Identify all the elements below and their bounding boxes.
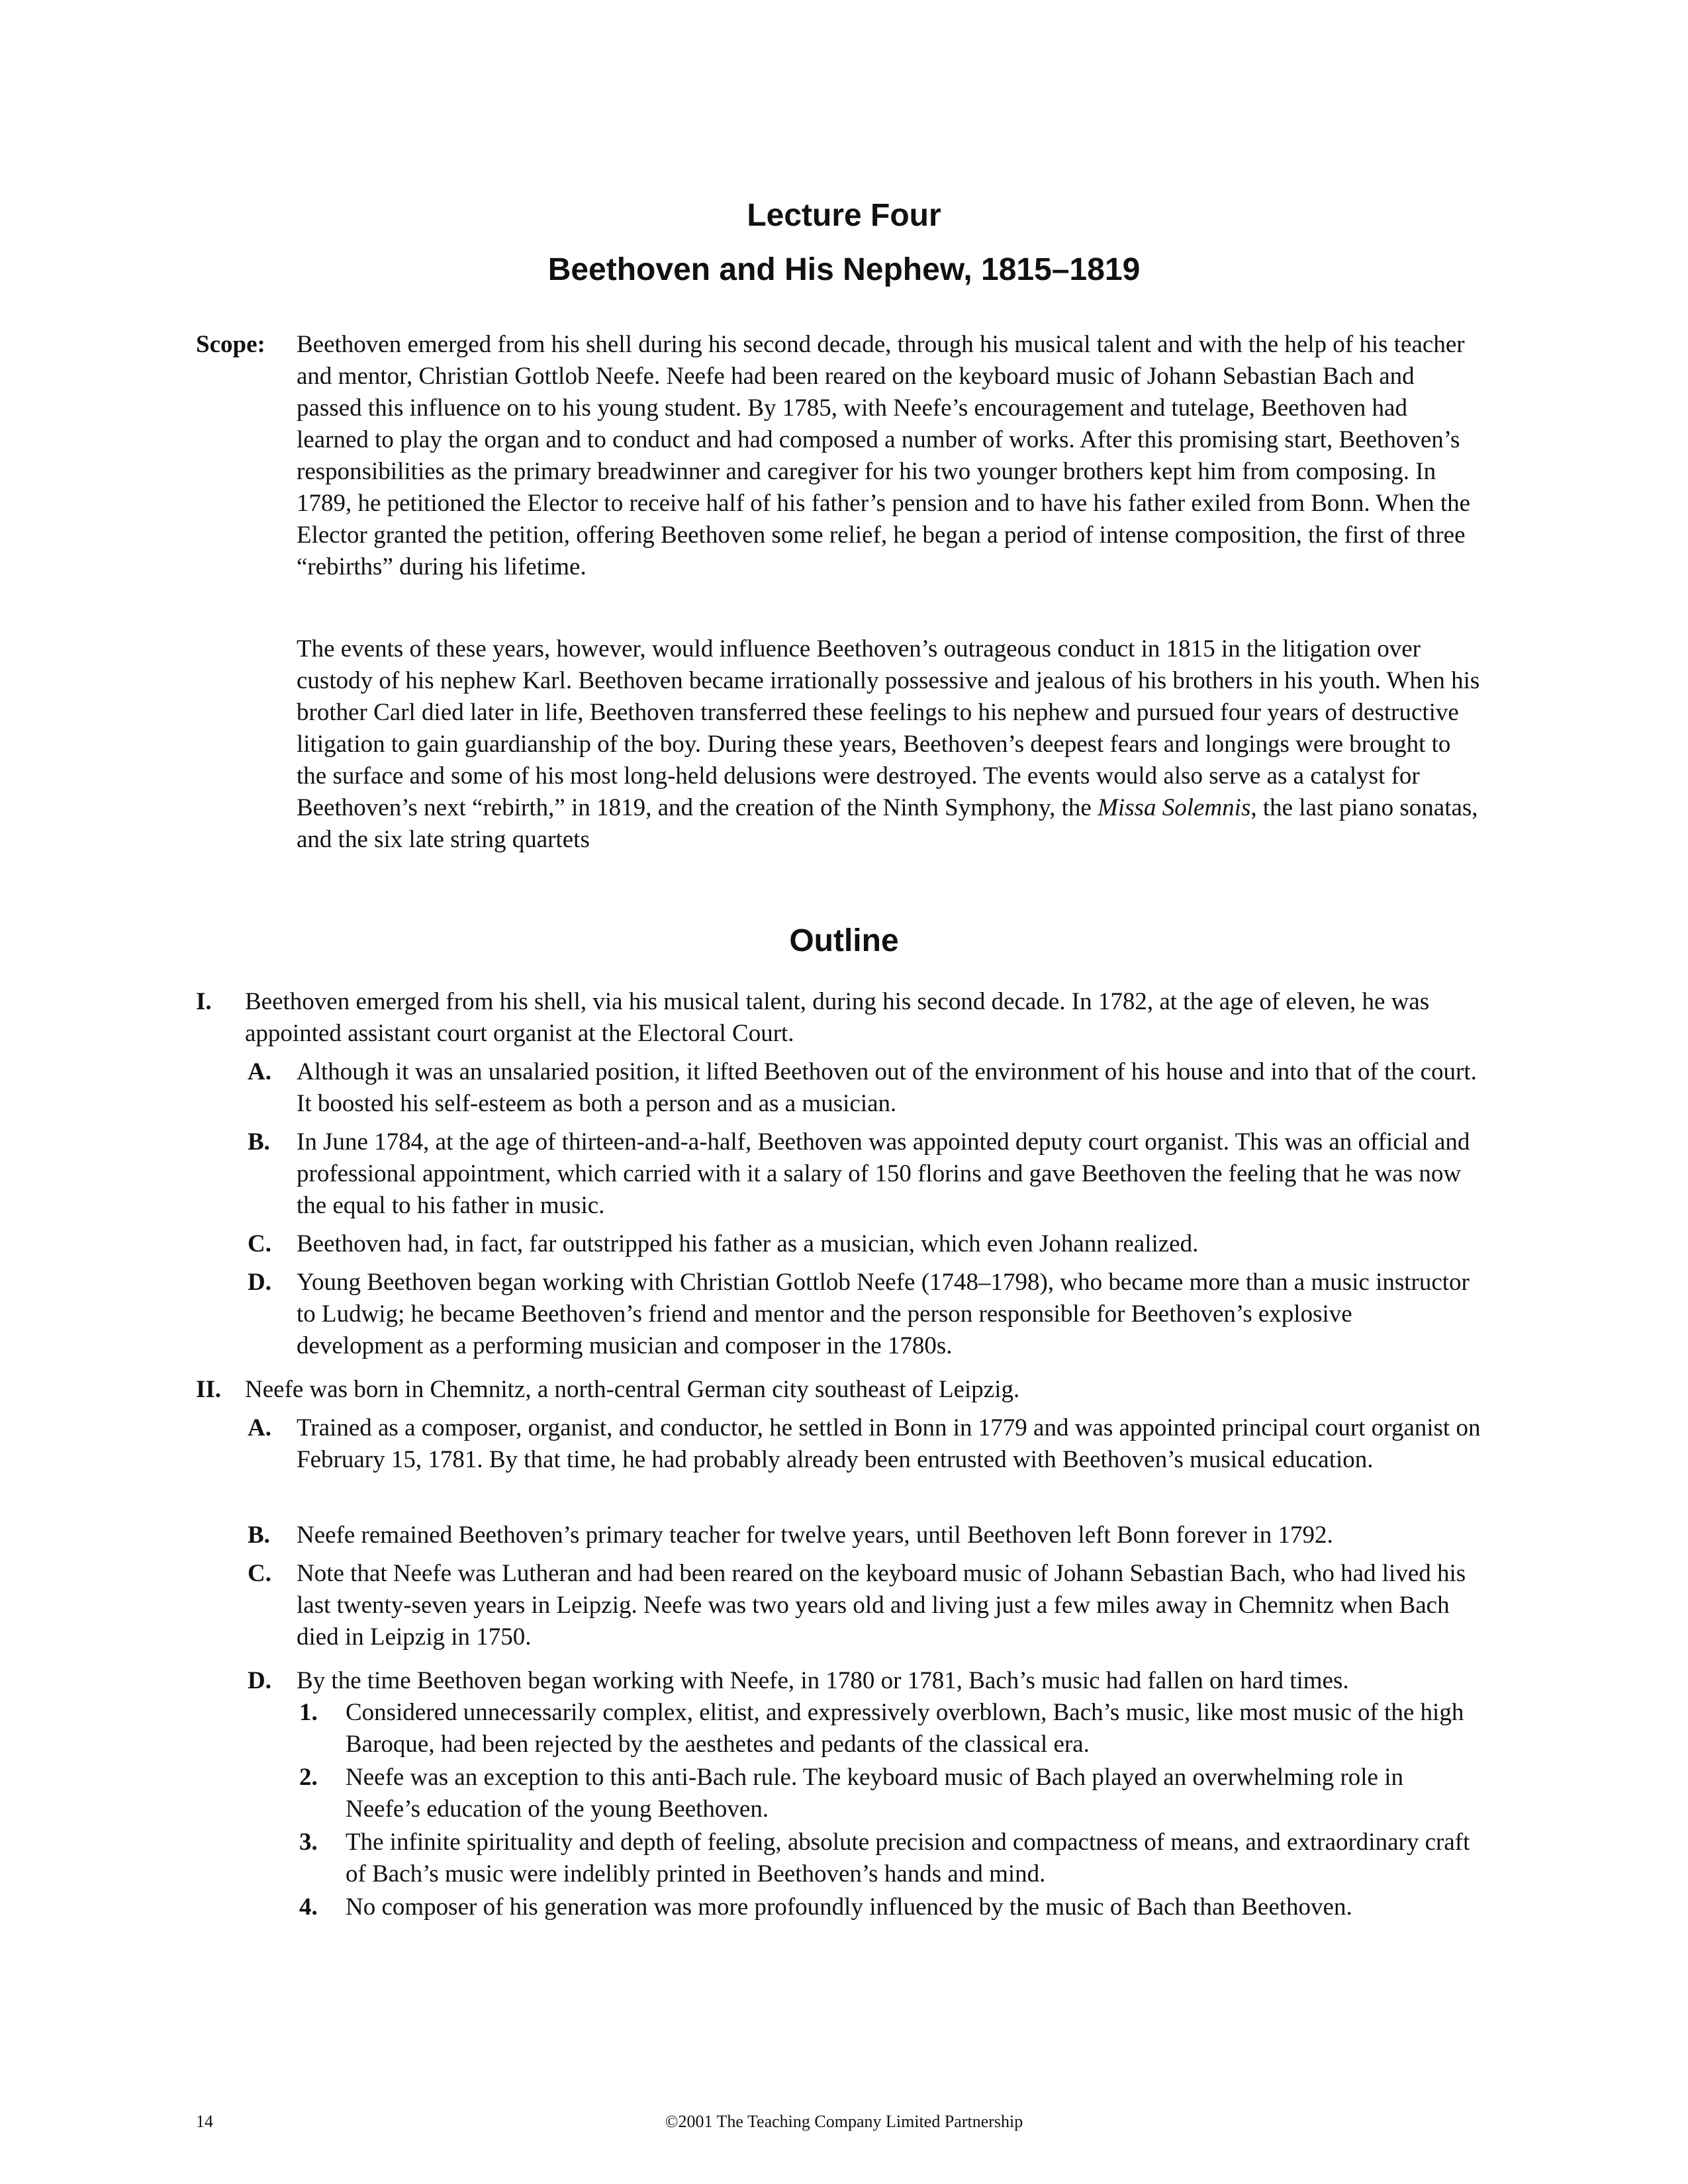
outline-item-II xyxy=(196,1374,1483,1406)
footer-copyright: ©2001 The Teaching Company Limited Partnership xyxy=(665,2112,1023,2131)
outline-item-I-A xyxy=(248,1056,1483,1120)
outline-item-II-B xyxy=(248,1520,1483,1551)
outline-marker: B. xyxy=(248,1522,270,1549)
outline-marker: 2. xyxy=(299,1764,318,1791)
scope-paragraph-2 xyxy=(297,633,1481,856)
lecture-number: Lecture Four xyxy=(747,198,941,233)
outline-item-I-C xyxy=(248,1228,1483,1260)
outline-item-II-D-2 xyxy=(299,1762,1483,1825)
outline-text: In June 1784, at the age of thirteen-and-a-half, Beethoven was appointed deputy court organist. This was an official and professional appointment, which carried with it a salary of 150 florins and gave Beethoven the feeling that he was now the equal to his father in music. xyxy=(297,1128,1470,1219)
outline-text: Beethoven emerged from his shell, via his musical talent, during his second decade. In 1782, at the age of eleven, he was appointed assistant court organist at the Electoral Court. xyxy=(245,988,1430,1047)
outline-marker: B. xyxy=(248,1128,270,1156)
scope-paragraph-1: Beethoven emerged from his shell during his second decade, through his musical talent and with the help of his teacher and mentor, Christian Gottlob Neefe. Neefe had been reared on the keyboard music of Johann Sebastian Bach and passed this influence on to his young student. By 1785, with Neefe’s encouragement and tutelage, Beethoven had learned to play the organ and to conduct and had composed a number of works. After this promising start, Beethoven’s responsibilities as the primary breadwinner and caregiver for his two younger brothers kept him from composing. In 1789, he petitioned the Elector to receive half of his father’s pension and to have his father exiled from Bonn. When the Elector granted the petition, offering Beethoven some relief, he began a period of intense composition, the first of three “rebirths” during his lifetime. xyxy=(297,331,1471,580)
outline-item-II-D-1 xyxy=(299,1697,1483,1760)
outline-heading: Outline xyxy=(789,923,899,958)
outline-marker: 1. xyxy=(299,1699,318,1726)
outline-item-I xyxy=(196,986,1483,1050)
outline-text: Trained as a composer, organist, and conductor, he settled in Bonn in 1779 and was appointed principal court organist on February 15, 1781. By that time, he had probably already been entrusted with Beethoven’s musical education. xyxy=(297,1414,1481,1473)
outline-text: Although it was an unsalaried position, it lifted Beethoven out of the environment of his house and into that of the court. It boosted his self-esteem as both a person and as a musician. xyxy=(297,1058,1477,1117)
outline-marker: I. xyxy=(196,988,212,1015)
outline-item-II-C xyxy=(248,1558,1483,1653)
outline-text: Considered unnecessarily complex, elitist, and expressively overblown, Bach’s music, like most music of the high Baroque, had been rejected by the aesthetes and pedants of the classical era. xyxy=(346,1699,1464,1758)
outline-item-I-B xyxy=(248,1126,1483,1222)
lecture-title: Beethoven and His Nephew, 1815–1819 xyxy=(547,252,1141,287)
outline-text: Neefe was born in Chemnitz, a north-central German city southeast of Leipzig. xyxy=(245,1376,1020,1403)
outline-item-II-D xyxy=(248,1665,1483,1697)
outline-item-II-A xyxy=(248,1412,1483,1476)
outline-text: Beethoven had, in fact, far outstripped his father as a musician, which even Johann realized. xyxy=(297,1230,1199,1257)
outline-text: Young Beethoven began working with Christian Gottlob Neefe (1748–1798), who became more than a music instructor to Ludwig; he became Beethoven’s friend and mentor and the person responsible for Beethoven’s explosive development as a performing musician and composer in the 1780s. xyxy=(297,1269,1470,1359)
outline-item-I-D xyxy=(248,1267,1483,1362)
scope-paragraph-2-italic: Missa Solemnis xyxy=(1098,794,1251,821)
outline-marker: 3. xyxy=(299,1829,318,1856)
scope-label: Scope: xyxy=(196,331,265,358)
outline-text: By the time Beethoven began working with Neefe, in 1780 or 1781, Bach’s music had fallen on hard times. xyxy=(297,1667,1349,1694)
outline-text: No composer of his generation was more profoundly influenced by the music of Bach than Beethoven. xyxy=(346,1893,1352,1921)
outline-text: The infinite spirituality and depth of feeling, absolute precision and compactness of means, and extraordinary craft of Bach’s music were indelibly printed in Beethoven’s hands and mind. xyxy=(346,1829,1470,1888)
outline-item-II-D-4 xyxy=(299,1891,1483,1923)
scope-paragraph-2-text-a: The events of these years, however, would influence Beethoven’s outrageous conduct in 1815 in the litigation over custody of his nephew Karl. Beethoven became irrationally possessive and jealous of his brothers in his youth. When his brother Carl died later in life, Beethoven transferred these feelings to his nephew and pursued four years of destructive litigation to gain guardianship of the boy. During these years, Beethoven’s deepest fears and longings were brought to the surface and some of his most long-held delusions were destroyed. The events would also serve as a catalyst for Beethoven’s next “rebirth,” in 1819, and the creation of the Ninth Symphony, the xyxy=(297,635,1480,821)
outline-text: Neefe was an exception to this anti-Bach rule. The keyboard music of Bach played an overwhelming role in Neefe’s education of the young Beethoven. xyxy=(346,1764,1404,1823)
outline-marker: C. xyxy=(248,1230,271,1257)
outline-item-II-D-3 xyxy=(299,1827,1483,1890)
outline-text: Neefe remained Beethoven’s primary teacher for twelve years, until Beethoven left Bonn forever in 1792. xyxy=(297,1522,1333,1549)
footer-page-number: 14 xyxy=(196,2112,213,2131)
outline-marker: A. xyxy=(248,1058,271,1085)
outline-marker: 4. xyxy=(299,1893,318,1921)
outline-marker: D. xyxy=(248,1667,271,1694)
outline-marker: D. xyxy=(248,1269,271,1296)
outline-marker: A. xyxy=(248,1414,271,1441)
outline-marker: C. xyxy=(248,1560,271,1587)
scope-paragraph-2-text-b: , the last piano sonatas, and the six late string quartets xyxy=(297,794,1478,853)
outline-text: Note that Neefe was Lutheran and had been reared on the keyboard music of Johann Sebastian Bach, who had lived his last twenty-seven years in Leipzig. Neefe was two years old and living just a few miles away in Chemnitz when Bach died in Leipzig in 1750. xyxy=(297,1560,1466,1651)
outline-marker: II. xyxy=(196,1376,222,1403)
